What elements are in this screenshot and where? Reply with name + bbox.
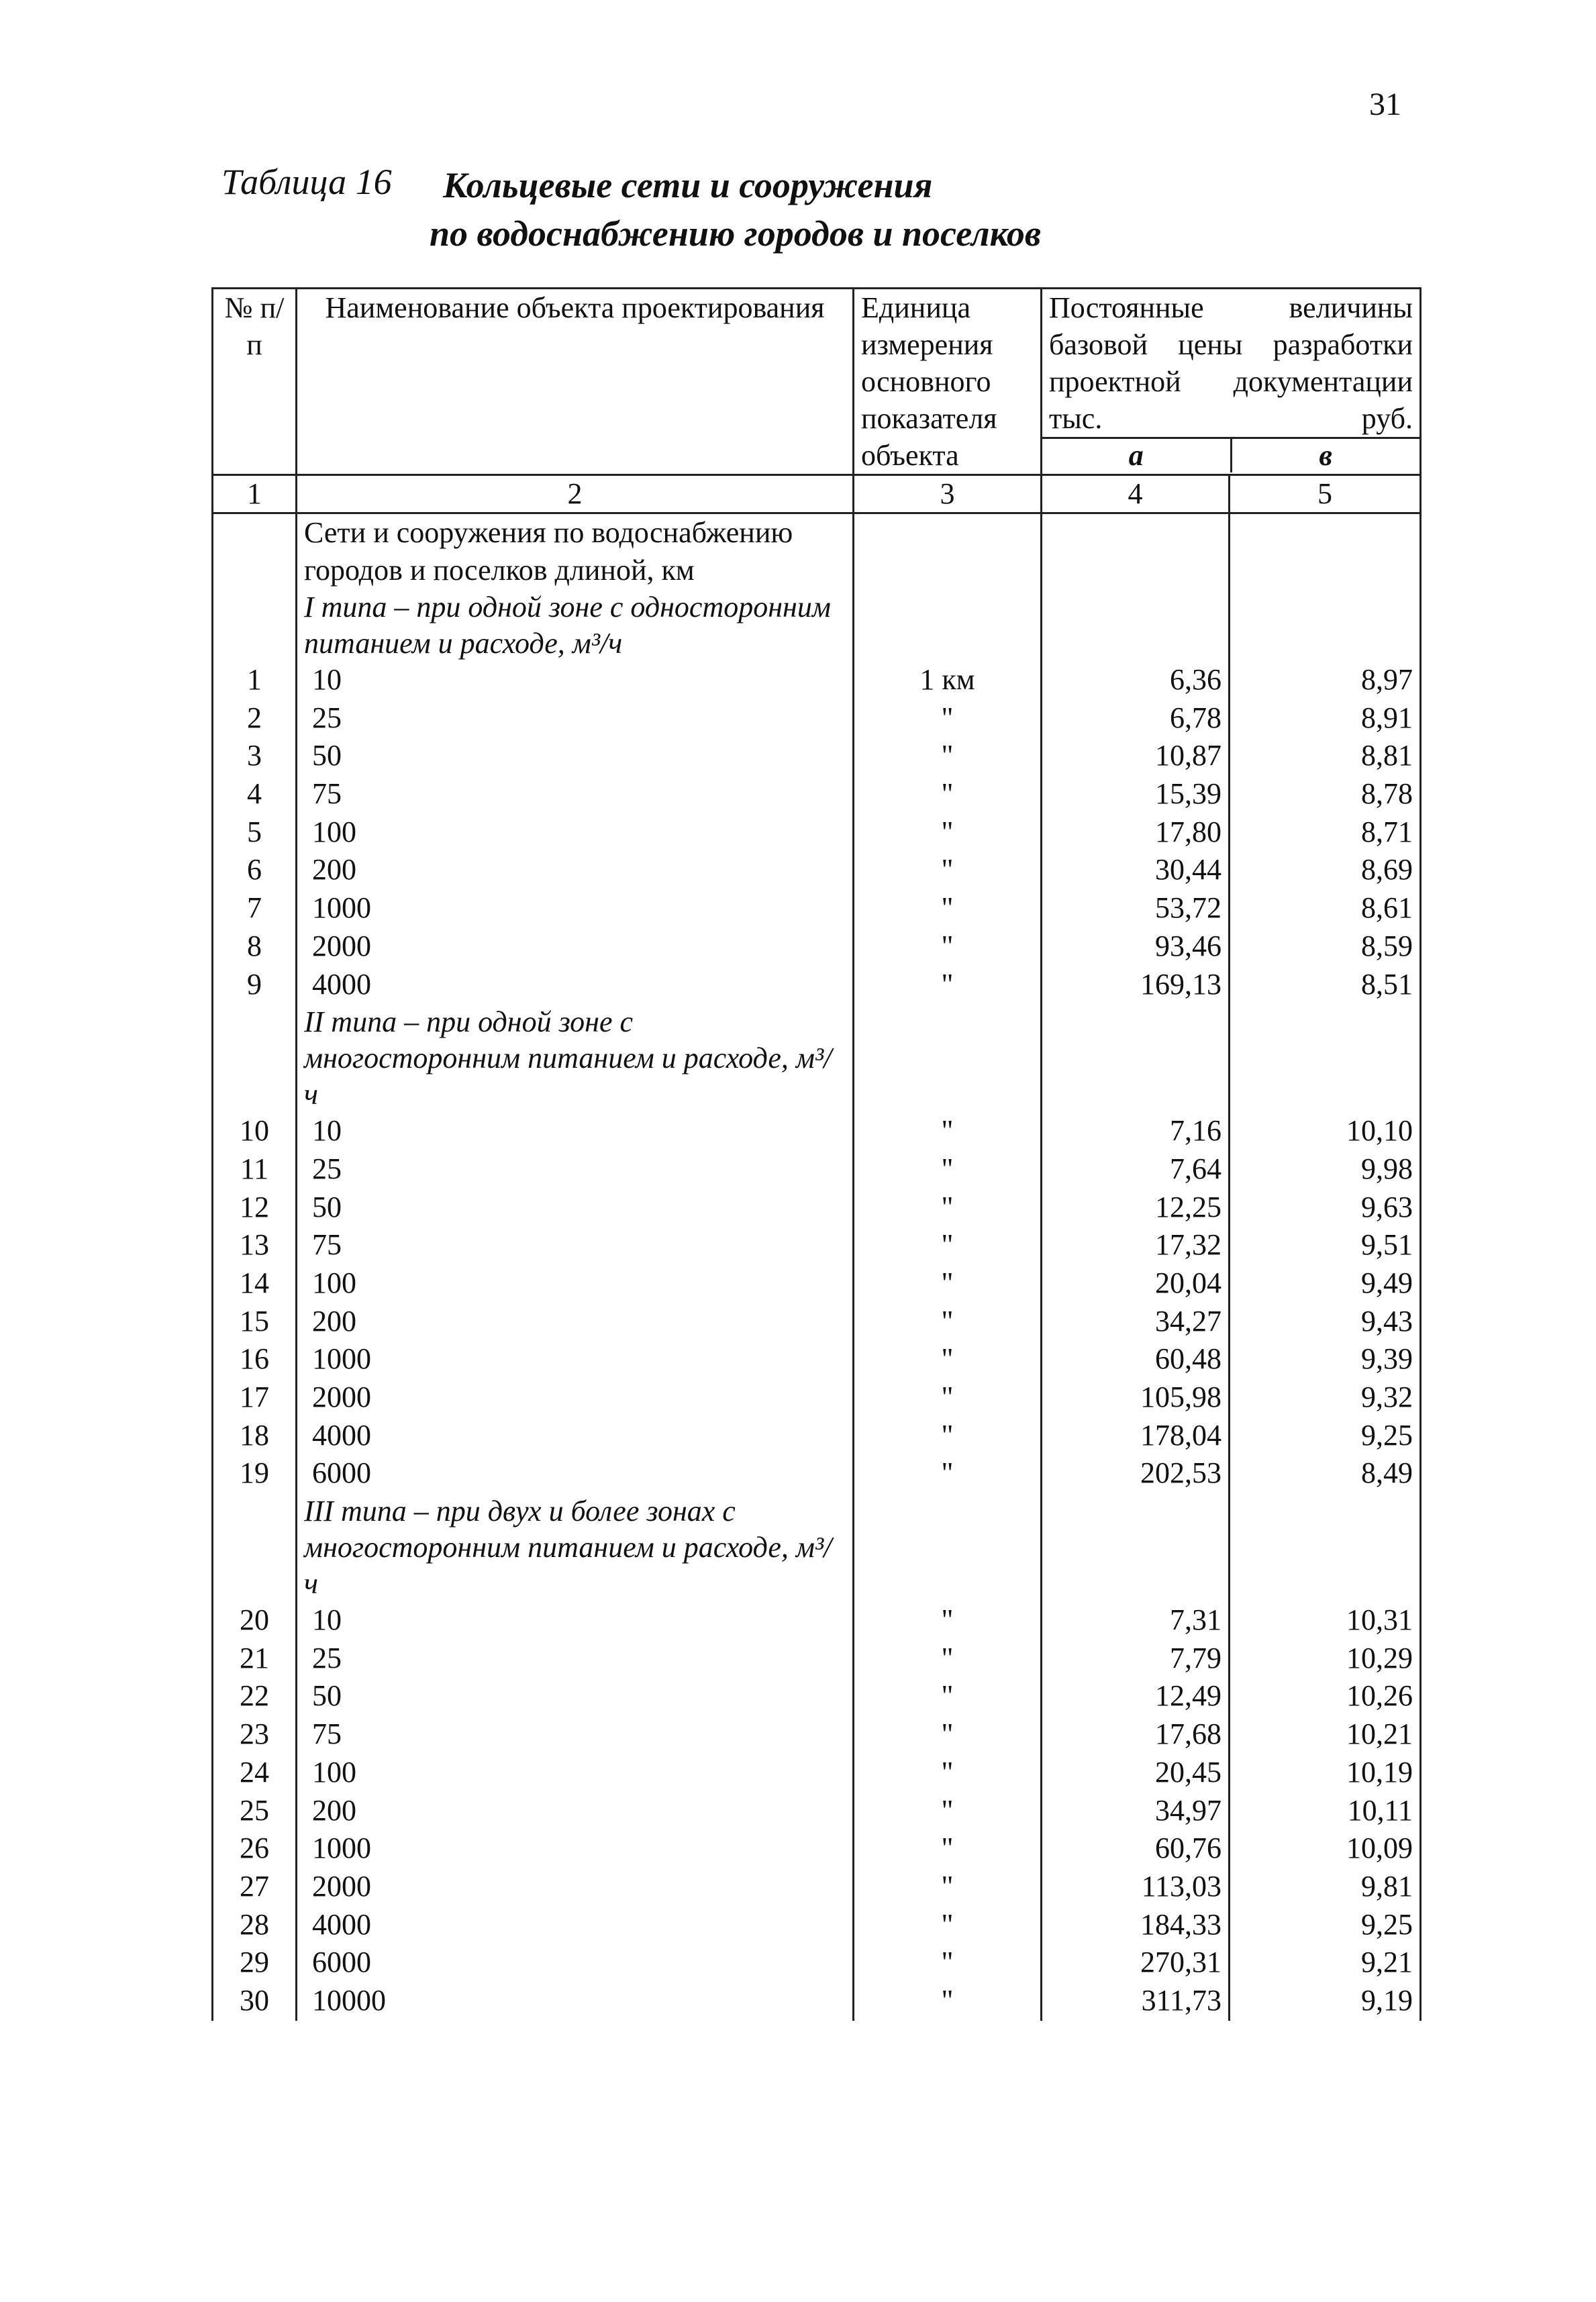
value-b: 9,63 — [1230, 1189, 1421, 1228]
value-a: 53,72 — [1042, 890, 1230, 928]
column-number: 5 — [1230, 475, 1421, 513]
flow-rate: 200 — [297, 1793, 854, 1831]
value-a: 10,87 — [1042, 738, 1230, 776]
row-number: 7 — [213, 890, 297, 928]
value-a: 6,78 — [1042, 700, 1230, 738]
flow-rate: 4000 — [297, 1417, 854, 1456]
flow-rate: 2000 — [297, 1379, 854, 1417]
value-a: 60,48 — [1042, 1341, 1230, 1379]
unit: " — [854, 928, 1042, 966]
value-a: 30,44 — [1042, 852, 1230, 890]
value-b: 10,31 — [1230, 1602, 1421, 1640]
table-row — [213, 1303, 1421, 1342]
flow-rate: 10 — [297, 1602, 854, 1640]
table-title — [430, 161, 1181, 258]
value-b: 8,91 — [1230, 700, 1421, 738]
table-row — [213, 776, 1421, 814]
value-a: 184,33 — [1042, 1907, 1230, 1945]
row-number: 2 — [213, 700, 297, 738]
table-title-line1: Кольцевые сети и сооружения — [443, 165, 933, 205]
unit: " — [854, 1455, 1042, 1493]
table-row — [213, 738, 1421, 776]
value-a: 17,32 — [1042, 1227, 1230, 1265]
flow-rate: 2000 — [297, 928, 854, 966]
row-number: 16 — [213, 1341, 297, 1379]
flow-rate: 4000 — [297, 1907, 854, 1945]
value-a: 270,31 — [1042, 1944, 1230, 1983]
unit: " — [854, 1189, 1042, 1228]
value-a: 6,36 — [1042, 662, 1230, 700]
table-row — [213, 1265, 1421, 1303]
table-row — [213, 852, 1421, 890]
row-number: 17 — [213, 1379, 297, 1417]
value-b: 10,11 — [1230, 1793, 1421, 1831]
flow-rate: 75 — [297, 1716, 854, 1754]
page-number: 31 — [1369, 87, 1401, 122]
value-a: 12,49 — [1042, 1678, 1230, 1716]
section-subtitle: I типа – при одной зоне с односторонним питанием и расходе, м³/ч — [297, 589, 854, 662]
flow-rate: 200 — [297, 1303, 854, 1342]
row-number: 5 — [213, 814, 297, 852]
flow-rate: 75 — [297, 776, 854, 814]
value-a: 12,25 — [1042, 1189, 1230, 1228]
value-b: 10,21 — [1230, 1716, 1421, 1754]
value-b: 9,25 — [1230, 1907, 1421, 1945]
unit: " — [854, 890, 1042, 928]
value-b: 10,09 — [1230, 1830, 1421, 1868]
table-row — [213, 814, 1421, 852]
table-row — [213, 1379, 1421, 1417]
flow-rate: 6000 — [297, 1455, 854, 1493]
value-a: 15,39 — [1042, 776, 1230, 814]
row-number: 14 — [213, 1265, 297, 1303]
value-b: 8,71 — [1230, 814, 1421, 852]
row-number: 26 — [213, 1830, 297, 1868]
table-row — [213, 1830, 1421, 1868]
table-row — [213, 1716, 1421, 1754]
row-number: 28 — [213, 1907, 297, 1945]
table-row — [213, 1189, 1421, 1228]
header-constants-text: Постоянные величины базовой цены разработки проектной документации тыс. руб. — [1049, 291, 1413, 435]
unit: " — [854, 1151, 1042, 1189]
value-a: 105,98 — [1042, 1379, 1230, 1417]
table-row — [213, 662, 1421, 700]
unit: " — [854, 1793, 1042, 1831]
row-number: 8 — [213, 928, 297, 966]
column-number: 2 — [297, 475, 854, 513]
row-number: 22 — [213, 1678, 297, 1716]
row-number: 6 — [213, 852, 297, 890]
row-number: 12 — [213, 1189, 297, 1228]
row-number: 27 — [213, 1868, 297, 1907]
flow-rate: 1000 — [297, 1341, 854, 1379]
row-number: 18 — [213, 1417, 297, 1456]
unit: " — [854, 814, 1042, 852]
value-a: 7,79 — [1042, 1640, 1230, 1679]
unit: " — [854, 1417, 1042, 1456]
row-number: 30 — [213, 1983, 297, 2021]
value-b: 8,69 — [1230, 852, 1421, 890]
row-number: 4 — [213, 776, 297, 814]
column-number: 1 — [213, 475, 297, 513]
flow-rate: 50 — [297, 1678, 854, 1716]
value-b: 9,19 — [1230, 1983, 1421, 2021]
column-number: 3 — [854, 475, 1042, 513]
value-b: 10,26 — [1230, 1678, 1421, 1716]
value-a: 60,76 — [1042, 1830, 1230, 1868]
row-number: 23 — [213, 1716, 297, 1754]
unit: " — [854, 966, 1042, 1005]
value-a: 7,64 — [1042, 1151, 1230, 1189]
unit: " — [854, 1868, 1042, 1907]
unit: " — [854, 852, 1042, 890]
flow-rate: 2000 — [297, 1868, 854, 1907]
value-b: 8,49 — [1230, 1455, 1421, 1493]
value-b: 9,81 — [1230, 1868, 1421, 1907]
unit: " — [854, 1983, 1042, 2021]
table-row — [213, 1602, 1421, 1640]
value-a: 17,80 — [1042, 814, 1230, 852]
unit: " — [854, 1227, 1042, 1265]
flow-rate: 6000 — [297, 1944, 854, 1983]
flow-rate: 10 — [297, 662, 854, 700]
table-row — [213, 1113, 1421, 1151]
row-number: 3 — [213, 738, 297, 776]
table-row — [213, 966, 1421, 1005]
table-row — [213, 1151, 1421, 1189]
value-a: 20,04 — [1042, 1265, 1230, 1303]
unit: " — [854, 1265, 1042, 1303]
unit: " — [854, 1602, 1042, 1640]
value-a: 311,73 — [1042, 1983, 1230, 2021]
value-b: 10,29 — [1230, 1640, 1421, 1679]
unit: 1 км — [854, 662, 1042, 700]
value-b: 9,43 — [1230, 1303, 1421, 1342]
cost-table — [211, 287, 1422, 2021]
row-number: 25 — [213, 1793, 297, 1831]
unit: " — [854, 1678, 1042, 1716]
value-a: 34,27 — [1042, 1303, 1230, 1342]
flow-rate: 75 — [297, 1227, 854, 1265]
row-number: 9 — [213, 966, 297, 1005]
unit: " — [854, 1379, 1042, 1417]
table-row — [213, 1227, 1421, 1265]
flow-rate: 1000 — [297, 890, 854, 928]
table-title-line2: по водоснабжению городов и поселков — [430, 213, 1042, 254]
flow-rate: 100 — [297, 1754, 854, 1793]
table-row — [213, 928, 1421, 966]
header-number: № п/п — [213, 289, 297, 475]
header-sub-a: а — [1042, 439, 1232, 472]
value-b: 8,61 — [1230, 890, 1421, 928]
flow-rate: 200 — [297, 852, 854, 890]
value-b: 10,19 — [1230, 1754, 1421, 1793]
unit: " — [854, 1944, 1042, 1983]
group-title: Сети и сооружения по водоснабжению городов и поселков длиной, км — [297, 513, 854, 590]
value-a: 169,13 — [1042, 966, 1230, 1005]
value-a: 202,53 — [1042, 1455, 1230, 1493]
row-number: 29 — [213, 1944, 297, 1983]
table-row — [213, 1868, 1421, 1907]
unit: " — [854, 700, 1042, 738]
value-b: 8,51 — [1230, 966, 1421, 1005]
value-b: 9,32 — [1230, 1379, 1421, 1417]
table-body — [213, 513, 1421, 2021]
table-row — [213, 1417, 1421, 1456]
flow-rate: 10 — [297, 1113, 854, 1151]
value-b: 9,98 — [1230, 1151, 1421, 1189]
value-a: 93,46 — [1042, 928, 1230, 966]
row-number: 1 — [213, 662, 297, 700]
value-a: 17,68 — [1042, 1716, 1230, 1754]
flow-rate: 10000 — [297, 1983, 854, 2021]
table-row — [213, 1754, 1421, 1793]
table-row — [213, 1455, 1421, 1493]
value-a: 113,03 — [1042, 1868, 1230, 1907]
value-a: 7,16 — [1042, 1113, 1230, 1151]
value-a: 34,97 — [1042, 1793, 1230, 1831]
header-constants — [1042, 289, 1421, 475]
column-number: 4 — [1042, 475, 1230, 513]
table-row — [213, 890, 1421, 928]
header-sub-b: в — [1319, 439, 1333, 472]
flow-rate: 50 — [297, 738, 854, 776]
flow-rate: 100 — [297, 814, 854, 852]
value-b: 8,78 — [1230, 776, 1421, 814]
table-row — [213, 1793, 1421, 1831]
header-unit: Единица измерения основного показателя объекта — [854, 289, 1042, 475]
row-number: 15 — [213, 1303, 297, 1342]
value-b: 9,49 — [1230, 1265, 1421, 1303]
section-subtitle: III типа – при двух и более зонах с многосторонним питанием и расходе, м³/ч — [297, 1493, 854, 1602]
value-b: 9,51 — [1230, 1227, 1421, 1265]
row-number: 24 — [213, 1754, 297, 1793]
table-row — [213, 1907, 1421, 1945]
flow-rate: 25 — [297, 1640, 854, 1679]
value-b: 9,25 — [1230, 1417, 1421, 1456]
unit: " — [854, 1640, 1042, 1679]
row-number: 21 — [213, 1640, 297, 1679]
unit: " — [854, 1754, 1042, 1793]
table-label: Таблица 16 — [221, 162, 392, 202]
value-a: 20,45 — [1042, 1754, 1230, 1793]
unit: " — [854, 1341, 1042, 1379]
unit: " — [854, 1716, 1042, 1754]
table-row — [213, 1640, 1421, 1679]
row-number: 19 — [213, 1455, 297, 1493]
value-b: 8,59 — [1230, 928, 1421, 966]
unit: " — [854, 1830, 1042, 1868]
flow-rate: 50 — [297, 1189, 854, 1228]
flow-rate: 100 — [297, 1265, 854, 1303]
table-row — [213, 1944, 1421, 1983]
table-row — [213, 1983, 1421, 2021]
value-b: 10,10 — [1230, 1113, 1421, 1151]
table-row — [213, 1341, 1421, 1379]
unit: " — [854, 738, 1042, 776]
unit: " — [854, 1303, 1042, 1342]
value-b: 8,81 — [1230, 738, 1421, 776]
row-number: 10 — [213, 1113, 297, 1151]
table-row — [213, 1678, 1421, 1716]
row-number: 11 — [213, 1151, 297, 1189]
flow-rate: 1000 — [297, 1830, 854, 1868]
unit: " — [854, 1113, 1042, 1151]
value-b: 8,97 — [1230, 662, 1421, 700]
unit: " — [854, 1907, 1042, 1945]
flow-rate: 25 — [297, 1151, 854, 1189]
value-a: 178,04 — [1042, 1417, 1230, 1456]
table-row — [213, 700, 1421, 738]
unit: " — [854, 776, 1042, 814]
flow-rate: 25 — [297, 700, 854, 738]
flow-rate: 4000 — [297, 966, 854, 1005]
section-subtitle: II типа – при одной зоне с многосторонним питанием и расходе, м³/ч — [297, 1004, 854, 1113]
header-object-name: Наименование объекта проектирования — [297, 289, 854, 475]
value-a: 7,31 — [1042, 1602, 1230, 1640]
row-number: 13 — [213, 1227, 297, 1265]
value-b: 9,39 — [1230, 1341, 1421, 1379]
row-number: 20 — [213, 1602, 297, 1640]
value-b: 9,21 — [1230, 1944, 1421, 1983]
